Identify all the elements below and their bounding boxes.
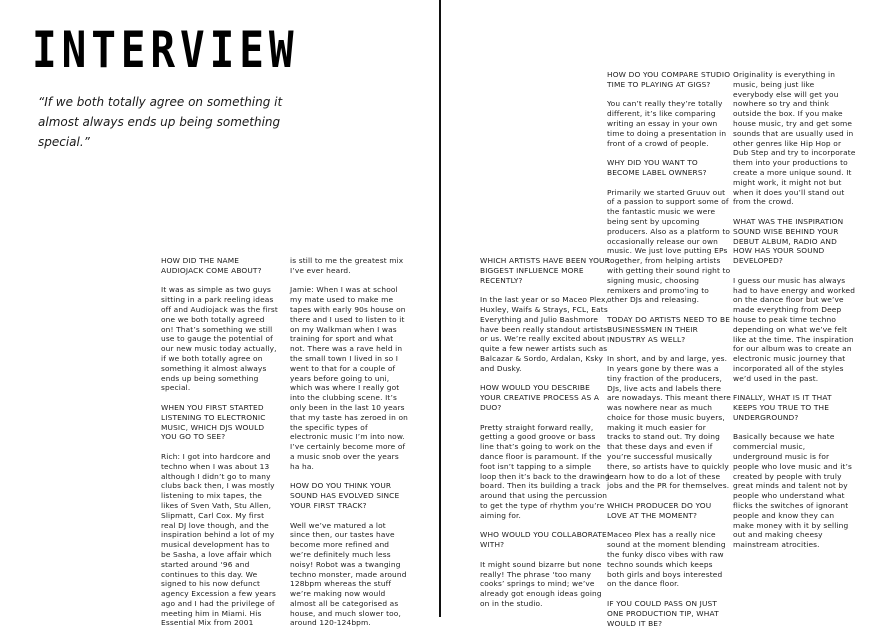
interview-answer: Rich: I got into hardcore and techno when I was about 13 although I didn’t go to many clubs back then, I was mostly listening to mix tapes, the likes of Sven Vath, Stu Allen, Slipmatt, Carl Cox. My first real DJ love though, and the inspiration behind a lot of my musical development has to be Sasha, a love affair which started around ‘96 and continues to this day. We signed to his now defunct agency Excession a few years ago and I had the privilege of meeting him in Miami. His Essential Mix from 2001 xyxy=(161,451,277,628)
left-page xyxy=(0,0,439,628)
interview-answer: Basically because we hate commercial music, underground music is for people who love music and it’s created by people with truly great minds and talent not by people who understand what flicks the switches of ignorant people and know they can make money with it by selling out and making cheesy mainstream atrocities. xyxy=(733,432,852,550)
interview-question: HOW DO YOU THINK YOUR SOUND HAS EVOLVED SINCE YOUR FIRST TRACK? xyxy=(290,481,400,510)
interview-answer: is still to me the greatest mix I’ve ever heard. xyxy=(290,256,404,275)
pull-quote: “If we both totally agree on something it almost always ends up being something special.” xyxy=(38,95,283,149)
interview-answer: I guess our music has always had to have energy and worked on the dance floor but we’ve made everything from Deep house to peak time techno depending on what we’ve felt like at the time. The inspiration for our album was to create an electronic music journey that incorporated all of the styles we’d used in the past. xyxy=(733,275,856,383)
interview-answer: Pretty straight forward really, getting a good groove or bass line that’s going to work on the dance floor is paramount. If the foot isn’t tapping to a simple loop then it’s back to the drawing board. Then its building a track around that using the percussion to get the type of rhythm you’re aiming for. xyxy=(480,422,610,520)
interview-question: WHICH ARTISTS HAVE BEEN YOUR BIGGEST INFLUENCE MORE RECENTLY? xyxy=(480,256,610,285)
right-page xyxy=(441,0,880,628)
interview-answer: Maceo Plex has a really nice sound at the moment blending the funky disco vibes with raw techno sounds which keeps both girls and boys interested on the dance floor. xyxy=(607,530,726,589)
article-column xyxy=(290,256,408,638)
interview-answer: It was as simple as two guys sitting in a park reeling ideas off and Audiojack was the first one we both totally agreed on! That’s something we still use to gauge the potential of our new music today actually, if we both totally agree on something it almost always ends up being something special. xyxy=(161,285,278,393)
interview-answer: In the last year or so Maceo Plex, Huxley, Waifs & Strays, FCL, Eats Everything and Julio Bashmore have been really standout artists or us. We’re really excited about quite a few newer artists such as Balcazar & Sordo, Ardalan, Ksky and Dusky. xyxy=(480,295,608,373)
interview-question: WHAT WAS THE INSPIRATION SOUND WISE BEHIND YOUR DEBUT ALBUM, RADIO AND HOW HAS YOUR SOUND DEVELOPED? xyxy=(733,216,844,266)
page-title: INTERVIEW xyxy=(32,21,299,79)
interview-answer: In short, and by and large, yes. In years gone by there was a tiny fraction of the producers, DJs, live acts and labels there are nowadays. This meant there was nowhere near as much choice for those music buyers, making it much easier for tracks to stand out. Try doing that these days and even if you’re successful musically there, so artists have to quickly learn how to do a lot of these jobs and the PR for themselves. xyxy=(607,354,731,491)
interview-question: FINALLY, WHAT IS IT THAT KEEPS YOU TRUE TO THE UNDERGROUND? xyxy=(733,393,832,422)
article-column xyxy=(607,70,731,638)
interview-question: IF YOU COULD PASS ON JUST ONE PRODUCTION TIP, WHAT WOULD IT BE? xyxy=(607,599,719,628)
article-column xyxy=(733,70,857,560)
interview-question: HOW DID THE NAME AUDIOJACK COME ABOUT? xyxy=(161,256,262,275)
interview-answer: It might sound bizarre but none really! The phrase ‘too many cooks’ springs to mind; we’ve already got enough ideas going on in the studio. xyxy=(480,559,602,608)
interview-answer: You can’t really they’re totally different, it’s like comparing writing an essay in your own time to doing a presentation in front of a crowd of people. xyxy=(607,99,727,148)
interview-question: WHEN YOU FIRST STARTED LISTENING TO ELECTRONIC MUSIC, WHICH DJS WOULD YOU GO TO SEE? xyxy=(161,402,266,442)
interview-question: WHO WOULD YOU COLLABORATE WITH? xyxy=(480,530,607,550)
article-column xyxy=(480,256,610,618)
interview-answer: Well we’ve matured a lot since then, our tastes have become more refined and we’re definitely much less noisy! Robot was a twanging techno monster, made around 128bpm whereas the stuff we’re making now would almost all be categorised as house, and much slower too, around 120-124bpm. xyxy=(290,520,407,628)
interview-question: HOW DO YOU COMPARE STUDIO TIME TO PLAYING AT GIGS? xyxy=(607,70,731,89)
interview-question: WHY DID YOU WANT TO BECOME LABEL OWNERS? xyxy=(607,158,707,177)
interview-question: HOW WOULD YOU DESCRIBE YOUR CREATIVE PROCESS AS A DUO? xyxy=(480,383,600,412)
interview-answer: Primarily we started Gruuv out of a passion to support some of the fantastic music we were being sent by upcoming producers. Also as a platform to occasionally release our own music. We just love putting EPs together, from helping artists with getting their sound right to signing music, choosing remixers and promo’ing to other DJs and releasing. xyxy=(607,187,731,305)
interview-answer: Jamie: When I was at school my mate used to make me tapes with early 90s house on there and I used to listen to it on my Walkman when I was training for sport and what not. There was a rave held in the small town I lived in so I went to that for a couple of years before going to uni, which was where I really got into the clubbing scene. It’s only been in the last 10 years that my taste has zeroed in on the specific types of electronic music I’m into now. I’ve certainly become more of a music snob over the years ha ha. xyxy=(290,285,408,471)
article-column xyxy=(161,256,279,638)
interview-answer: Originality is everything in music, being just like everybody else will get you nowhere so try and think outside the box. If you make house music, try and get some sounds that are usually used in other genres like Hip Hop or Dub Step and try to incorporate them into your productions to create a more unique sound. It might work, it might not but when it does you’ll stand out from the crowd. xyxy=(733,70,856,207)
interview-question: WHICH PRODUCER DO YOU LOVE AT THE MOMENT? xyxy=(607,501,712,520)
interview-question: TODAY DO ARTISTS NEED TO BE BUSINESSMEN IN THEIR INDUSTRY AS WELL? xyxy=(607,314,731,344)
